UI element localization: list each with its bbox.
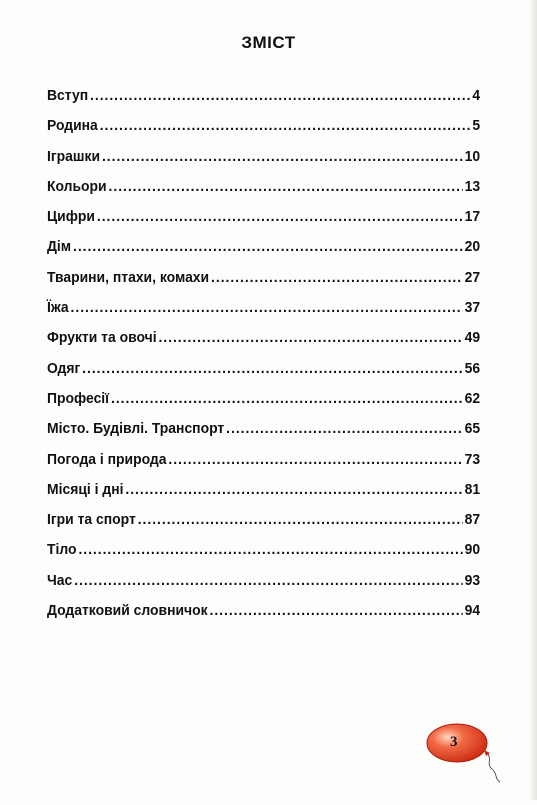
toc-entry-page: 56 bbox=[464, 360, 481, 377]
toc-entry-page: 94 bbox=[464, 603, 481, 620]
toc-entry-title: Професії bbox=[47, 390, 110, 407]
toc-entry bbox=[47, 361, 480, 391]
toc-dot-leader bbox=[210, 603, 463, 619]
toc-entry-page: 65 bbox=[464, 421, 481, 438]
toc-dot-leader bbox=[226, 421, 463, 437]
page-title: ЗМІСТ bbox=[241, 33, 296, 52]
toc-dot-leader bbox=[74, 573, 463, 589]
toc-entry-page: 81 bbox=[464, 481, 481, 498]
toc-entry-page: 13 bbox=[464, 178, 481, 195]
toc-entry bbox=[47, 542, 480, 572]
toc-entry bbox=[47, 149, 480, 179]
toc-entry-page: 93 bbox=[464, 572, 481, 589]
toc-dot-leader bbox=[211, 270, 463, 286]
page-number-balloon bbox=[420, 720, 530, 800]
page-number: 3 bbox=[450, 734, 458, 750]
toc-dot-leader bbox=[90, 88, 470, 104]
toc-dot-leader bbox=[71, 300, 463, 316]
toc-dot-leader bbox=[138, 512, 463, 528]
toc-dot-leader bbox=[102, 149, 463, 165]
toc-entry-page: 90 bbox=[464, 542, 481, 559]
toc-dot-leader bbox=[111, 391, 463, 407]
toc-entry bbox=[47, 300, 480, 330]
toc-dot-leader bbox=[109, 179, 463, 195]
toc-entry-page: 73 bbox=[464, 451, 481, 468]
toc-dot-leader bbox=[158, 330, 462, 346]
toc-entry bbox=[47, 118, 480, 148]
toc-dot-leader bbox=[168, 452, 462, 468]
toc-entry-page: 20 bbox=[464, 239, 481, 256]
toc-entry bbox=[47, 452, 480, 482]
toc-entry-title: Тіло bbox=[47, 542, 77, 559]
toc-entry-title: Місто. Будівлі. Транспорт bbox=[47, 421, 225, 438]
toc-entry bbox=[47, 270, 480, 300]
toc-entry-title: Місяці і дні bbox=[47, 481, 124, 498]
toc-entry bbox=[47, 209, 480, 239]
toc-entry-title: Тварини, птахи, комахи bbox=[47, 269, 210, 286]
toc-entry-title: Їжа bbox=[47, 300, 69, 317]
toc-entry-title: Родина bbox=[47, 118, 98, 135]
toc-entry-page: 17 bbox=[464, 209, 481, 226]
toc-entry bbox=[47, 482, 480, 512]
toc-dot-leader bbox=[97, 209, 463, 225]
toc-dot-leader bbox=[78, 542, 462, 558]
toc-entry bbox=[47, 391, 480, 421]
toc-dot-leader bbox=[100, 118, 471, 134]
toc-entry-page: 49 bbox=[464, 330, 481, 347]
toc-entry-title: Цифри bbox=[47, 209, 95, 226]
toc-entry-page: 10 bbox=[464, 148, 481, 165]
toc-entry bbox=[47, 179, 480, 209]
toc-entry-page: 27 bbox=[464, 269, 481, 286]
toc-dot-leader bbox=[125, 482, 462, 498]
toc-entry-title: Ігри та спорт bbox=[47, 512, 136, 529]
toc-entry-title: Одяг bbox=[47, 360, 81, 377]
toc-entry-title: Вступ bbox=[47, 88, 89, 104]
toc-entry bbox=[47, 88, 480, 118]
toc-dot-leader bbox=[73, 239, 463, 255]
table-of-contents bbox=[47, 88, 480, 633]
toc-entry-title: Час bbox=[47, 572, 73, 589]
toc-entry-page: 87 bbox=[464, 512, 481, 529]
toc-entry-page: 4 bbox=[472, 88, 481, 104]
toc-entry-title: Погода і природа bbox=[47, 451, 167, 468]
toc-entry-title: Кольори bbox=[47, 178, 107, 195]
toc-dot-leader bbox=[82, 361, 463, 377]
toc-entry bbox=[47, 603, 480, 633]
toc-entry-page: 62 bbox=[464, 390, 481, 407]
toc-entry-page: 5 bbox=[472, 118, 481, 135]
toc-entry bbox=[47, 330, 480, 360]
toc-entry-title: Фрукти та овочі bbox=[47, 330, 157, 347]
toc-entry-title: Додатковий словничок bbox=[47, 603, 208, 620]
toc-entry bbox=[47, 512, 480, 542]
balloon-icon bbox=[420, 720, 530, 800]
toc-entry bbox=[47, 573, 480, 603]
toc-entry-title: Іграшки bbox=[47, 148, 101, 165]
toc-entry-title: Дім bbox=[47, 239, 72, 256]
toc-entry-page: 37 bbox=[464, 300, 481, 317]
toc-entry bbox=[47, 421, 480, 451]
toc-entry bbox=[47, 239, 480, 269]
page-edge bbox=[531, 0, 537, 800]
